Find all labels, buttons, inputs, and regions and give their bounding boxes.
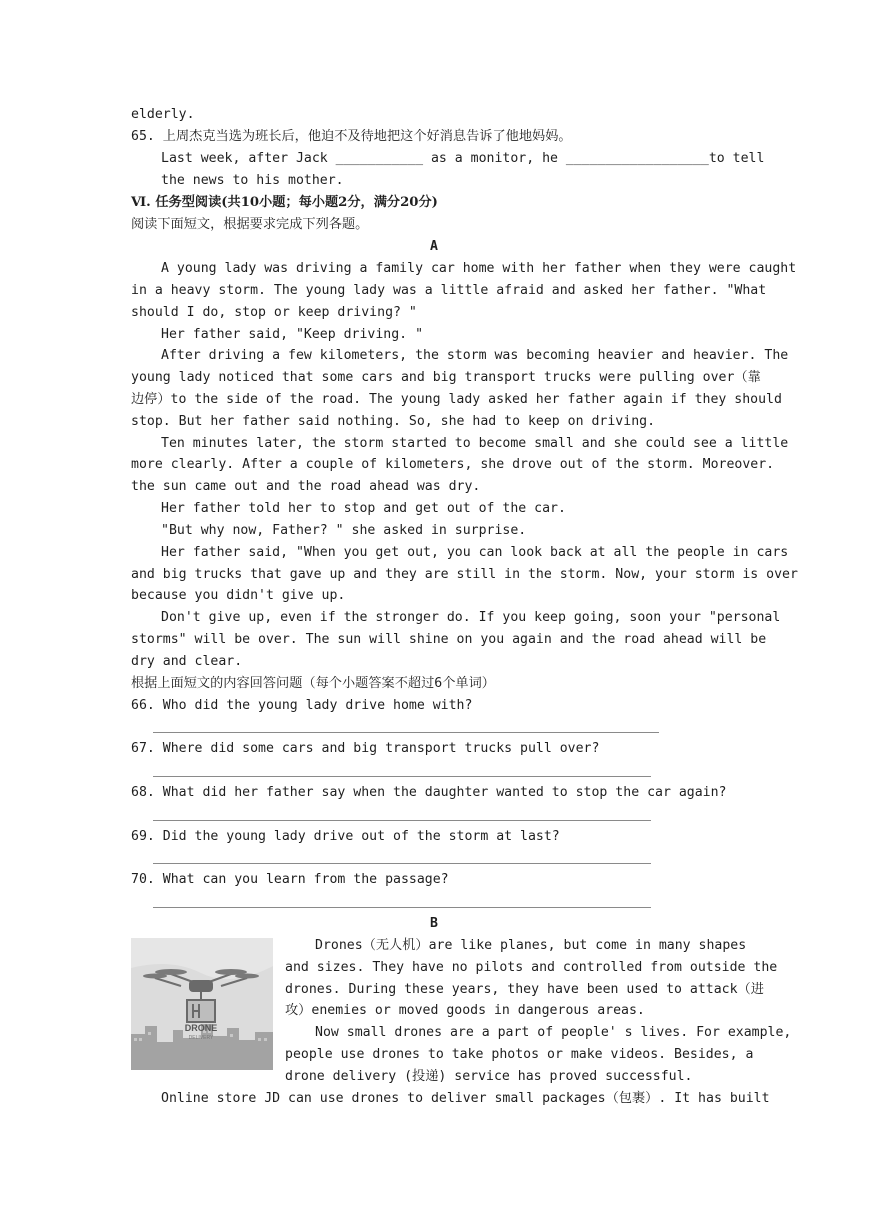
passage-a-line: Don't give up, even if the stronger do. If you keep going, soon your "personal xyxy=(161,610,781,625)
drone-caption: DRONE xyxy=(184,1023,218,1033)
answer-line-66[interactable] xyxy=(153,732,659,733)
passage-a-line: Her father said, "When you get out, you can look back at all the people in cars xyxy=(161,545,789,560)
question-68: 68. What did her father say when the daughter wanted to stop the car again? xyxy=(131,785,727,800)
q65-line2: the news to his mother. xyxy=(161,173,344,188)
passage-a-line: dry and clear. xyxy=(131,654,243,669)
q65-prompt: 65. 上周杰克当选为班长后，他迫不及待地把这个好消息告诉了他地妈妈。 xyxy=(131,129,572,144)
answer-instruction: 根据上面短文的内容回答问题（每个小题答案不超过6个单词） xyxy=(131,676,495,691)
passage-b-line: and sizes. They have no pilots and controlled from outside the xyxy=(285,960,778,975)
passage-a-line: Her father said, "Keep driving. " xyxy=(161,327,424,342)
passage-a-line: Ten minutes later, the storm started to become small and she could see a little xyxy=(161,436,789,451)
answer-line-67[interactable] xyxy=(153,776,651,777)
passage-b-line: Now small drones are a part of people' s lives. For example, xyxy=(315,1025,792,1040)
passage-b-label: B xyxy=(430,916,438,931)
passage-a-label: A xyxy=(430,239,438,254)
passage-a-line: After driving a few kilometers, the storm was becoming heavier and heavier. The xyxy=(161,348,789,363)
passage-a-line: 边停）to the side of the road. The young lady asked her father again if they should xyxy=(131,392,782,407)
passage-a-line: stop. But her father said nothing. So, she had to keep on driving. xyxy=(131,414,656,429)
q65-line1: Last week, after Jack ___________ as a monitor, he __________________to tell xyxy=(161,151,765,166)
passage-a-line: the sun came out and the road ahead was dry. xyxy=(131,479,481,494)
q64-tail: elderly. xyxy=(131,107,195,122)
drone-delivery-image xyxy=(131,938,273,1070)
question-67: 67. Where did some cars and big transport trucks pull over? xyxy=(131,741,600,756)
question-69: 69. Did the young lady drive out of the storm at last? xyxy=(131,829,560,844)
passage-a-line: Her father told her to stop and get out of the car. xyxy=(161,501,566,516)
passage-b-line: Online store JD can use drones to deliver small packages（包裹）. It has built xyxy=(161,1091,770,1106)
passage-b-line: Drones（无人机）are like planes, but come in many shapes xyxy=(315,938,747,953)
passage-a-line: more clearly. After a couple of kilometers, she drove out of the storm. Moreover. xyxy=(131,457,775,472)
answer-line-69[interactable] xyxy=(153,863,651,864)
passage-a-line: young lady noticed that some cars and big transport trucks were pulling over（靠 xyxy=(131,370,761,385)
passage-b-line: people use drones to take photos or make videos. Besides, a xyxy=(285,1047,754,1062)
section-heading: Ⅵ. 任务型阅读(共10小题；每小题2分，满分20分) xyxy=(131,195,438,210)
drone-illustration xyxy=(131,938,273,1070)
passage-a-line: because you didn't give up. xyxy=(131,588,346,603)
answer-line-68[interactable] xyxy=(153,820,651,821)
answer-line-70[interactable] xyxy=(153,907,651,908)
passage-b-line: drone delivery (投递) service has proved successful. xyxy=(285,1069,693,1084)
section-instruction: 阅读下面短文，根据要求完成下列各题。 xyxy=(131,217,369,232)
question-66: 66. Who did the young lady drive home with? xyxy=(131,698,473,713)
passage-a-line: A young lady was driving a family car home with her father when they were caught xyxy=(161,261,797,276)
passage-a-line: storms" will be over. The sun will shine on you again and the road ahead will be xyxy=(131,632,767,647)
question-70: 70. What can you learn from the passage? xyxy=(131,872,449,887)
passage-b-line: drones. During these years, they have been used to attack（进 xyxy=(285,982,764,997)
passage-b-line: 攻）enemies or moved goods in dangerous areas. xyxy=(285,1003,645,1018)
passage-a-line: and big trucks that gave up and they are still in the storm. Now, your storm is over xyxy=(131,567,798,582)
drone-subcaption: DELIVERY xyxy=(188,1035,214,1041)
passage-a-line: in a heavy storm. The young lady was a little afraid and asked her father. "What xyxy=(131,283,767,298)
passage-a-line: should I do, stop or keep driving? " xyxy=(131,305,417,320)
passage-a-line: "But why now, Father? " she asked in surprise. xyxy=(161,523,527,538)
